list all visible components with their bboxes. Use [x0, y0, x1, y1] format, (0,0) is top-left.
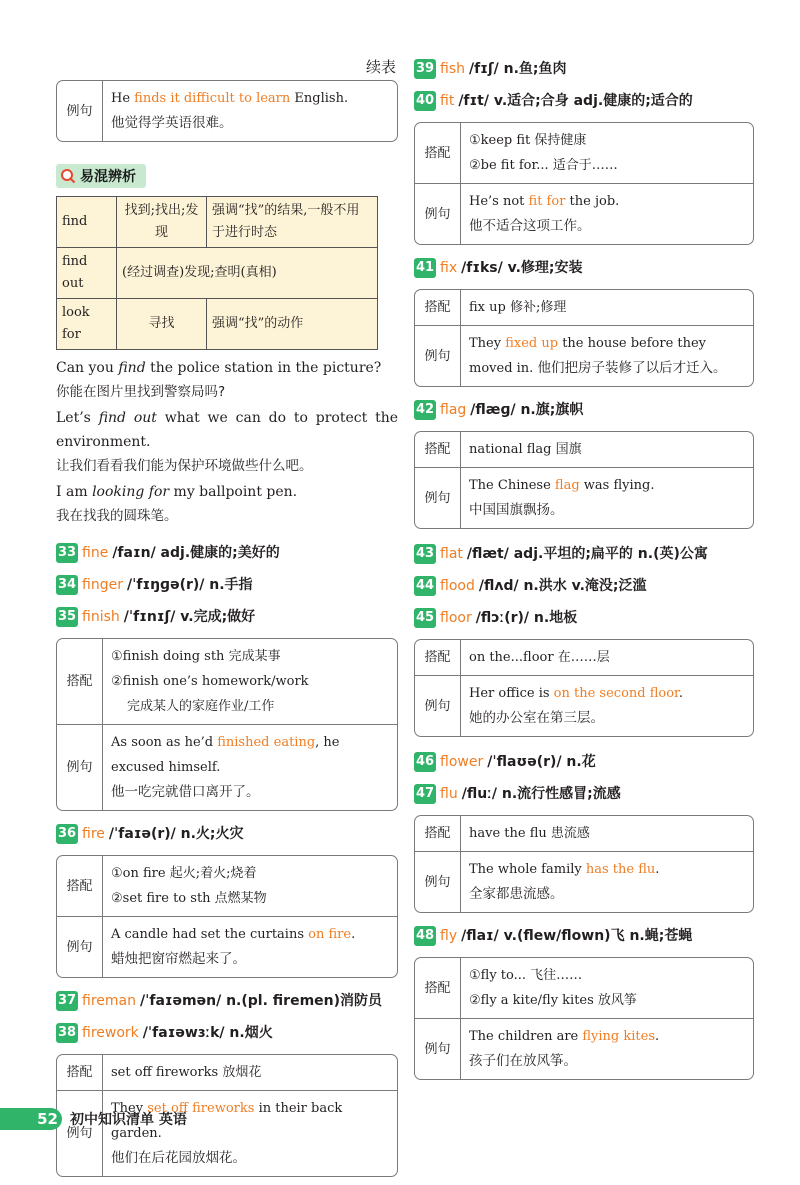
page-footer — [0, 1108, 187, 1130]
cmp-note: 强调“找”的动作 — [207, 299, 378, 350]
entry-definition: /fɪʃ/ n.鱼;鱼肉 — [469, 61, 567, 77]
collocation-item: ①on fire 起火;着火;烧着 — [111, 866, 257, 881]
entry-word: flood — [440, 578, 475, 594]
tip-example-en: Let’s find out what we can do to protect the environment. — [56, 410, 398, 450]
collocation-item: ②be fit for... 适合于…… — [469, 158, 618, 173]
tip-example-zh: 让我们看看我们能为保护环境做些什么吧。 — [56, 458, 313, 474]
collocation-label: 搭配 — [415, 432, 461, 468]
entry-number: 48 — [414, 926, 436, 946]
cmp-meaning: (经过调查)发现;查明(真相) — [117, 248, 378, 299]
collocation-cell — [461, 958, 753, 1019]
tip-example-en: I am looking for my ballpoint pen. — [56, 484, 298, 500]
entry-definition: /fɪks/ v.修理;安装 — [461, 260, 583, 276]
example-highlight: finds it difficult to learn — [134, 91, 291, 106]
book-title: 初中知识清单 英语 — [70, 1112, 187, 1128]
example-zh: 他不适合这项工作。 — [469, 218, 591, 234]
entry-word: fix — [440, 260, 458, 276]
collocation-item: 完成某人的家庭作业/工作 — [127, 699, 275, 714]
entry-word: fire — [82, 826, 105, 842]
cmp-meaning: 找到;找出;发现 — [117, 197, 207, 248]
collocation-item: set off fireworks 放烟花 — [103, 1055, 397, 1091]
collocation-cell — [103, 639, 397, 725]
collocation-label: 搭配 — [57, 856, 103, 917]
entry-definition: /faɪn/ adj.健康的;美好的 — [112, 545, 280, 561]
entry-word: flower — [440, 754, 484, 770]
cmp-term: look for — [57, 299, 117, 350]
collocation-cell — [103, 856, 397, 917]
magnifier-icon — [60, 168, 76, 184]
cmp-meaning: 寻找 — [117, 299, 207, 350]
comparison-table — [56, 196, 378, 350]
collocation-cell — [461, 123, 753, 184]
entry-number: 47 — [414, 784, 436, 804]
collocation-label: 搭配 — [415, 958, 461, 1019]
tip-examples — [56, 356, 398, 528]
comparison-row — [57, 248, 378, 299]
entry-number: 39 — [414, 59, 436, 79]
right-column — [414, 58, 754, 1088]
entry-definition: /flaɪ/ v.(flew/flown)飞 n.蝇;苍蝇 — [461, 928, 693, 944]
example-cell: A candle had set the curtains on fire. 蜡烛把窗帘燃起来了。 — [111, 927, 356, 967]
entry-definition: /flɔː(r)/ n.地板 — [475, 610, 578, 626]
finish-table — [56, 638, 398, 811]
tip-example-en: Can you find the police station in the picture? — [56, 360, 382, 376]
example-zh: 她的办公室在第三层。 — [469, 710, 604, 726]
entry-floor — [414, 607, 754, 629]
collocation-item: ①finish doing sth 完成某事 — [111, 649, 281, 664]
collocation-label: 搭配 — [57, 639, 103, 725]
collocation-item: ②set fire to sth 点燃某物 — [111, 891, 267, 906]
entry-fit — [414, 90, 754, 112]
entry-definition: /fluː/ n.流行性感冒;流感 — [461, 786, 621, 802]
example-cell: The Chinese flag was flying. 中国国旗飘扬。 — [469, 478, 655, 518]
collocation-item: ②finish one’s homework/work — [111, 674, 309, 689]
example-cell: They set off fireworks in their back garden. 他们在后花园放烟花。 — [111, 1101, 343, 1166]
entry-definition: /fɪt/ v.适合;合身 adj.健康的;适合的 — [458, 93, 693, 109]
tip-title: 易混辨析 — [80, 169, 136, 185]
collocation-item: on the...floor 在……层 — [461, 640, 753, 676]
collocation-label: 搭配 — [57, 1055, 103, 1091]
tip-example-zh: 我在找我的圆珠笔。 — [56, 508, 178, 524]
continued-example-table — [56, 80, 398, 142]
example-cell: As soon as he’d finished eating, he excused himself. 他一吃完就借口离开了。 — [111, 735, 340, 800]
entry-flu — [414, 783, 754, 805]
collocation-label: 搭配 — [415, 640, 461, 676]
entry-flag — [414, 399, 754, 421]
entry-number: 34 — [56, 575, 78, 595]
example-zh: 他一吃完就借口离开了。 — [111, 784, 260, 800]
example-zh: 他们在后花园放烟花。 — [111, 1150, 246, 1166]
entry-number: 37 — [56, 991, 78, 1011]
left-column — [56, 58, 398, 1185]
fit-table — [414, 122, 754, 245]
collocation-item: national flag 国旗 — [461, 432, 753, 468]
example-label: 例句 — [57, 1091, 103, 1176]
example-cell: The children are flying kites. 孩子们在放风筝。 — [469, 1029, 660, 1069]
entry-flat — [414, 543, 754, 565]
entry-word: flag — [440, 402, 467, 418]
entry-word: fine — [82, 545, 109, 561]
entry-number: 41 — [414, 258, 436, 278]
entry-number: 45 — [414, 608, 436, 628]
entry-number: 38 — [56, 1023, 78, 1043]
example-label: 例句 — [415, 468, 461, 528]
entry-fly — [414, 925, 754, 947]
entry-definition: /ˈflaʊə(r)/ n.花 — [487, 754, 596, 770]
entry-finish — [56, 606, 398, 628]
example-label: 例句 — [57, 725, 103, 810]
entry-number: 44 — [414, 576, 436, 596]
example-zh: 中国国旗飘扬。 — [469, 502, 564, 518]
example-cell: Her office is on the second floor. 她的办公室在第三层。 — [469, 686, 683, 726]
example-label: 例句 — [415, 1019, 461, 1079]
example-zh: 他们把房子装修了以后才迁入。 — [537, 360, 727, 376]
flag-table — [414, 431, 754, 529]
fire-table — [56, 855, 398, 978]
example-label: 例句 — [57, 81, 103, 141]
entry-word: finger — [82, 577, 123, 593]
example-cell — [103, 81, 397, 141]
collocation-label: 搭配 — [415, 123, 461, 184]
entry-word: floor — [440, 610, 472, 626]
entry-fix — [414, 257, 754, 279]
collocation-label: 搭配 — [415, 816, 461, 852]
entry-definition: /ˈfaɪəwɜːk/ n.烟火 — [142, 1025, 273, 1041]
collocation-item: ①keep fit 保持健康 — [469, 133, 587, 148]
entry-definition: /ˈfaɪə(r)/ n.火;火灾 — [108, 826, 244, 842]
entry-word: fly — [440, 928, 458, 944]
entry-number: 46 — [414, 752, 436, 772]
page-number: 52 — [0, 1108, 62, 1130]
entry-number: 36 — [56, 824, 78, 844]
tip-header — [56, 164, 146, 188]
entry-fine — [56, 542, 398, 564]
cmp-term: find — [57, 197, 117, 248]
example-label: 例句 — [415, 676, 461, 736]
example-zh: 全家都患流感。 — [469, 886, 564, 902]
entry-definition: /ˈfɪnɪʃ/ v.完成;做好 — [123, 609, 256, 625]
continued-label: 续表 — [366, 58, 397, 76]
example-label: 例句 — [415, 852, 461, 912]
example-zh: 蜡烛把窗帘燃起来了。 — [111, 951, 246, 967]
entry-number: 42 — [414, 400, 436, 420]
entry-number: 40 — [414, 91, 436, 111]
example-label: 例句 — [57, 917, 103, 977]
floor-table — [414, 639, 754, 737]
entry-fireman — [56, 990, 398, 1012]
entry-firework — [56, 1022, 398, 1044]
example-zh: 孩子们在放风筝。 — [469, 1053, 577, 1069]
collocation-item: ②fly a kite/fly kites 放风筝 — [469, 993, 637, 1008]
entry-word: flat — [440, 546, 463, 562]
entry-number: 33 — [56, 543, 78, 563]
flu-table — [414, 815, 754, 913]
entry-finger — [56, 574, 398, 596]
entry-word: fit — [440, 93, 455, 109]
collocation-label: 搭配 — [415, 290, 461, 326]
collocation-item: ①fly to... 飞往…… — [469, 968, 583, 983]
entry-definition: /ˈfɪŋɡə(r)/ n.手指 — [126, 577, 253, 593]
entry-definition: /flæt/ adj.平坦的;扁平的 n.(英)公寓 — [466, 546, 708, 562]
tip-example-zh: 你能在图片里找到警察局吗? — [56, 384, 226, 400]
entry-word: finish — [82, 609, 120, 625]
entry-word: firework — [82, 1025, 139, 1041]
example-cell: They fixed up the house before they moved in. 他们把房子装修了以后才迁入。 — [469, 336, 727, 376]
entry-fire — [56, 823, 398, 845]
example-en: He — [111, 91, 135, 106]
entry-definition: /flæɡ/ n.旗;旗帜 — [470, 402, 584, 418]
entry-word: flu — [440, 786, 458, 802]
entry-definition: /ˈfaɪəmən/ n.(pl. firemen)消防员 — [139, 993, 383, 1009]
entry-definition: /flʌd/ n.洪水 v.淹没;泛滥 — [478, 578, 647, 594]
example-cell: The whole family has the flu. 全家都患流感。 — [469, 862, 660, 902]
collocation-item: fix up 修补;修理 — [461, 290, 753, 326]
example-en-tail: English. — [290, 91, 349, 106]
comparison-row — [57, 197, 378, 248]
cmp-note: 强调“找”的结果,一般不用于进行时态 — [207, 197, 378, 248]
fix-table — [414, 289, 754, 387]
example-label: 例句 — [415, 326, 461, 386]
entry-number: 43 — [414, 544, 436, 564]
example-label: 例句 — [415, 184, 461, 244]
example-zh: 他觉得学英语很难。 — [111, 115, 233, 131]
fly-table — [414, 957, 754, 1080]
entry-flower — [414, 751, 754, 773]
example-cell: He’s not fit for the job. 他不适合这项工作。 — [469, 194, 620, 234]
entry-word: fireman — [82, 993, 136, 1009]
cmp-term: find out — [57, 248, 117, 299]
entry-fish — [414, 58, 754, 80]
entry-number: 35 — [56, 607, 78, 627]
collocation-item: have the flu 患流感 — [461, 816, 753, 852]
entry-word: fish — [440, 61, 465, 77]
entry-flood — [414, 575, 754, 597]
comparison-row — [57, 299, 378, 350]
